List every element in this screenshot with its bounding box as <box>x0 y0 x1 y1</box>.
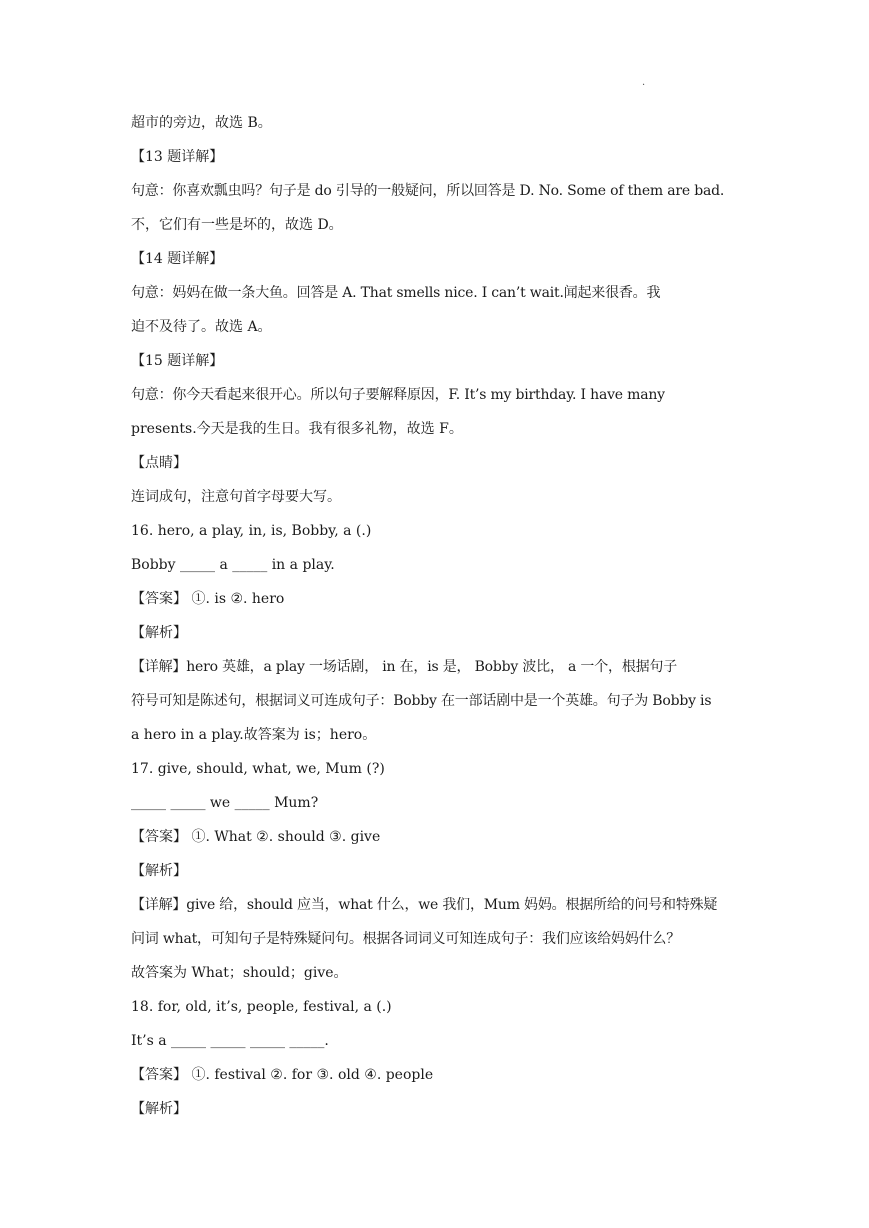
question-17-blank-sentence: _____ _____ we _____ Mum? <box>131 795 319 811</box>
text-line: 故答案为 What；should；give。 <box>131 965 348 981</box>
section-heading: 【解析】 <box>131 1101 187 1117</box>
text-line: 符号可知是陈述句，根据词义可连成句子：Bobby 在一部话剧中是一个英雄。句子为 Bobby is <box>131 693 712 709</box>
text-line: 【详解】hero 英雄，a play 一场话剧， in 在，is 是， Bobby 波比， a 一个，根据句子 <box>131 659 678 675</box>
section-heading: 【15 题详解】 <box>131 353 224 369</box>
text-line: 连词成句，注意句首字母要大写。 <box>131 489 341 505</box>
text-line: 句意：你喜欢瓢虫吗？句子是 do 引导的一般疑问，所以回答是 D. No. Some of them are bad. <box>131 183 725 199</box>
document-body <box>131 106 741 1126</box>
section-heading: 【14 题详解】 <box>131 251 224 267</box>
section-heading: 【13 题详解】 <box>131 149 224 165</box>
section-heading: 【解析】 <box>131 863 187 879</box>
question-16-blank-sentence: Bobby _____ a _____ in a play. <box>131 557 335 573</box>
answer-17: 【答案】 ①. What ②. should ③. give <box>131 829 381 845</box>
question-16: 16. hero, a play, in, is, Bobby, a (.) <box>131 523 372 539</box>
answer-18: 【答案】 ①. festival ②. for ③. old ④. people <box>131 1067 434 1083</box>
text-line: 不，它们有一些是坏的，故选 D。 <box>131 217 343 233</box>
text-line: 超市的旁边，故选 B。 <box>131 115 272 131</box>
text-line: 句意：你今天看起来很开心。所以句子要解释原因，F. It’s my birthday. I have many <box>131 387 665 403</box>
question-17: 17. give, should, what, we, Mum (?) <box>131 761 385 777</box>
text-line: a hero in a play.故答案为 is；hero。 <box>131 727 377 743</box>
text-line: 问词 what，可知句子是特殊疑问句。根据各词词义可知连成句子：我们应该给妈妈什么？ <box>131 931 681 947</box>
section-heading: 【点睛】 <box>131 455 187 471</box>
section-heading: 【解析】 <box>131 625 187 641</box>
text-line: 【详解】give 给，should 应当，what 什么，we 我们，Mum 妈妈。根据所给的问号和特殊疑 <box>131 897 718 913</box>
question-18-blank-sentence: It’s a _____ _____ _____ _____. <box>131 1033 329 1049</box>
text-line: presents.今天是我的生日。我有很多礼物，故选 F。 <box>131 421 463 437</box>
text-line: 句意：妈妈在做一条大鱼。回答是 A. That smells nice. I can’t wait.闻起来很香。我 <box>131 285 661 301</box>
question-18: 18. for, old, it’s, people, festival, a (.) <box>131 999 392 1015</box>
answer-16: 【答案】 ①. is ②. hero <box>131 591 285 607</box>
header-mark: · <box>642 80 646 91</box>
text-line: 迫不及待了。故选 A。 <box>131 319 272 335</box>
